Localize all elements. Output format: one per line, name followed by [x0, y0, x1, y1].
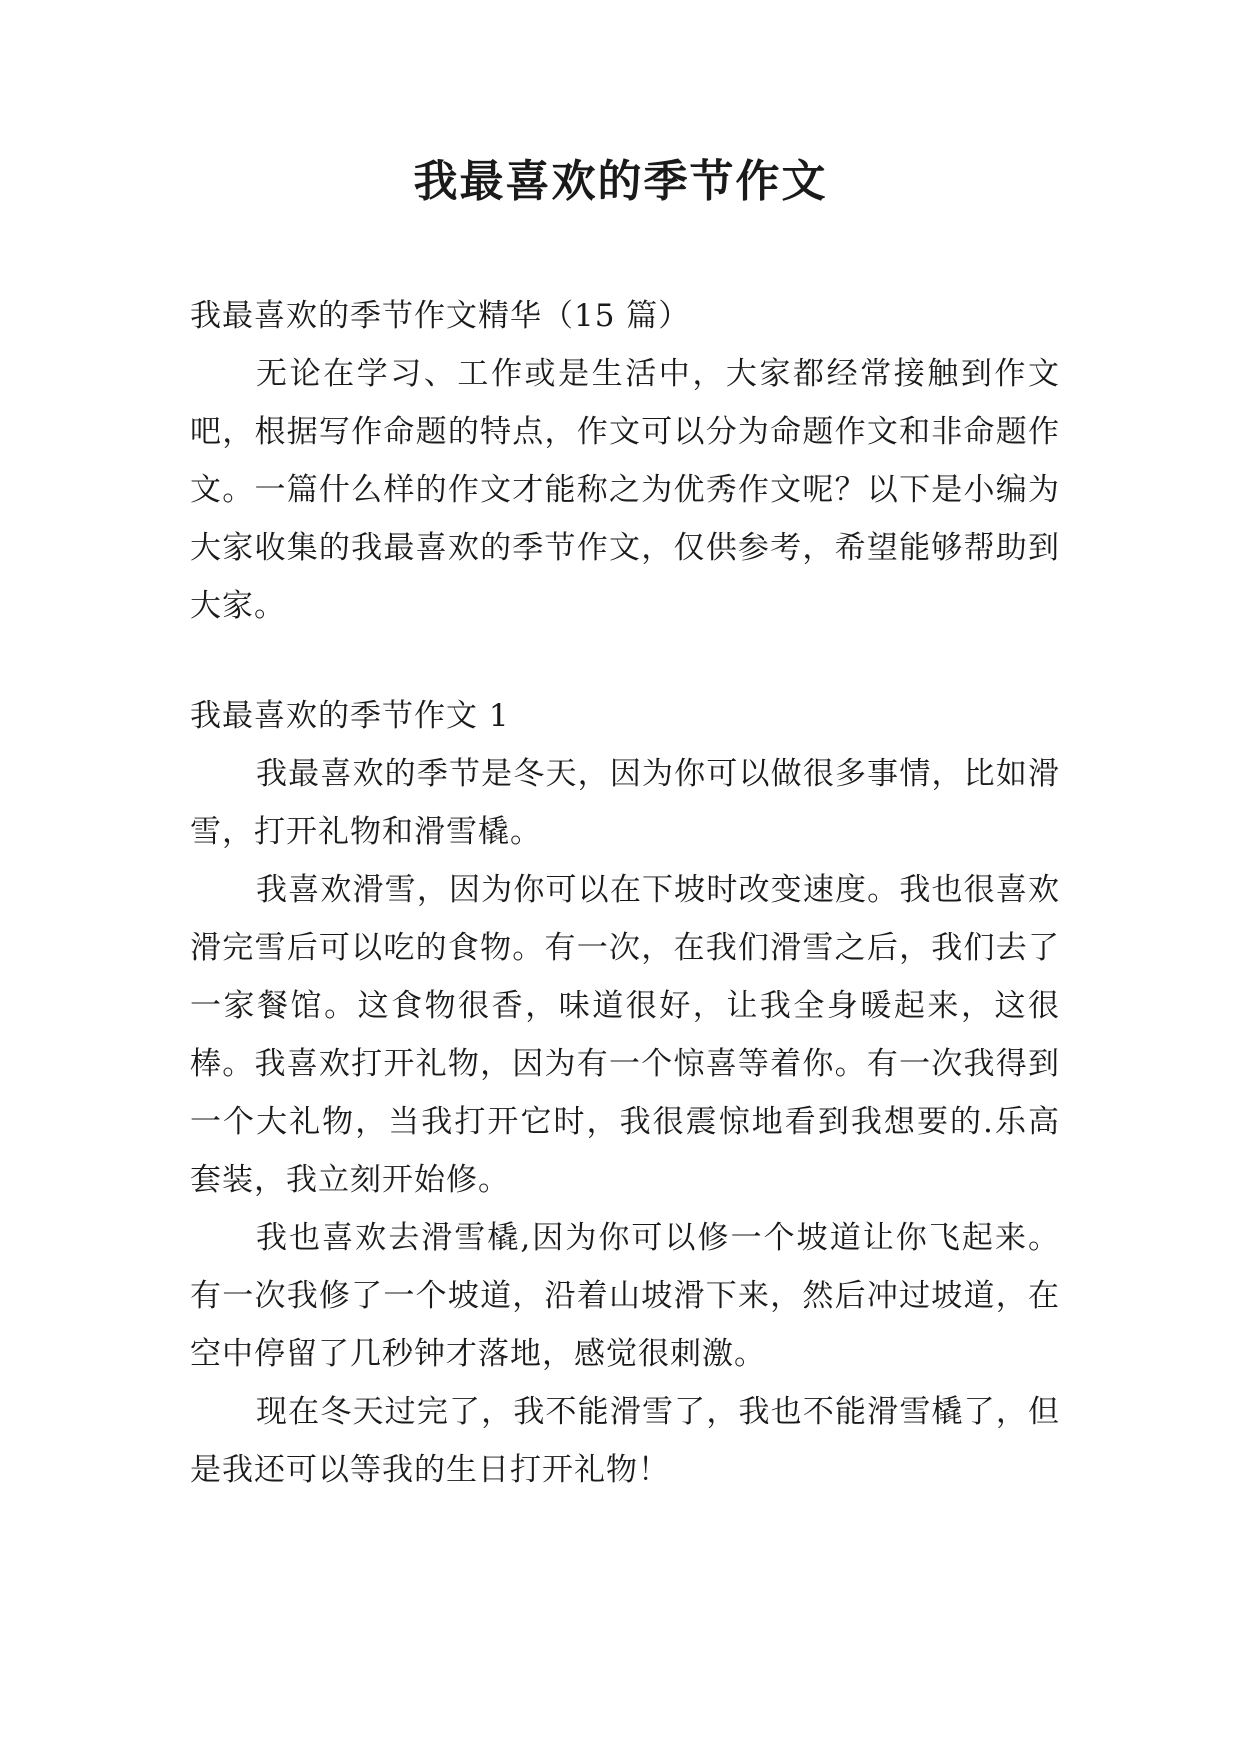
- essay-paragraph: 我也喜欢去滑雪橇,因为你可以修一个坡道让你飞起来。有一次我修了一个坡道，沿着山坡滑下来，然后冲过坡道，在空中停留了几秒钟才落地，感觉很刺激。: [190, 1220, 1060, 1372]
- essay-paragraph: 我喜欢滑雪，因为你可以在下坡时改变速度。我也很喜欢滑完雪后可以吃的食物。有一次，在我们滑雪之后，我们去了一家餐馆。这食物很香，味道很好，让我全身暖起来，这很棒。我喜欢打开礼物，因为有一个惊喜等着你。有一次我得到一个大礼物，当我打开它时，我很震惊地看到我想要的.乐高套装，我立刻开始修。: [190, 872, 1060, 1198]
- intro-paragraph: 无论在学习、工作或是生活中，大家都经常接触到作文吧，根据写作命题的特点，作文可以分为命题作文和非命题作文。一篇什么样的作文才能称之为优秀作文呢？以下是小编为大家收集的我最喜欢的季节作文，仅供参考，希望能够帮助到大家。: [190, 356, 1060, 624]
- document-title: 我最喜欢的季节作文: [413, 156, 828, 207]
- intro-heading: 我最喜欢的季节作文精华（15 篇）: [190, 298, 691, 334]
- essay-paragraph: 我最喜欢的季节是冬天，因为你可以做很多事情，比如滑雪，打开礼物和滑雪橇。: [190, 756, 1060, 850]
- essay-heading: 我最喜欢的季节作文 1: [190, 698, 510, 734]
- document-body: [190, 287, 1060, 1499]
- essay-paragraph: 现在冬天过完了，我不能滑雪了，我也不能滑雪橇了，但是我还可以等我的生日打开礼物！: [190, 1394, 1060, 1488]
- section-spacer: [190, 635, 1060, 687]
